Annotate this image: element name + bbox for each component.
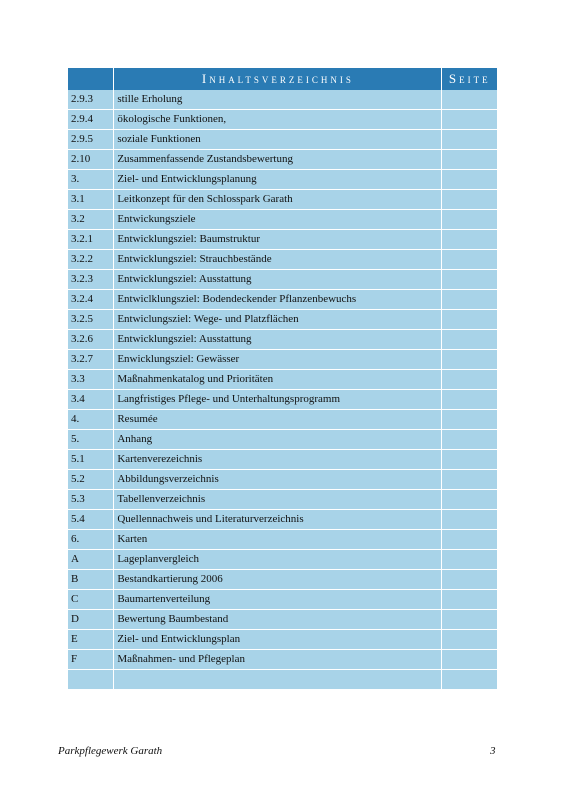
table-row bbox=[68, 450, 497, 470]
toc-entry-page bbox=[442, 210, 497, 230]
table-row bbox=[68, 370, 497, 390]
toc-entry-title: Abbildungsverzeichnis bbox=[114, 470, 442, 490]
toc-entry-title bbox=[114, 670, 442, 690]
toc-entry-number: 5.1 bbox=[68, 450, 114, 470]
toc-entry-page bbox=[442, 290, 497, 310]
toc-entry-number: 2.9.5 bbox=[68, 130, 114, 150]
toc-entry-number: B bbox=[68, 570, 114, 590]
toc-table bbox=[68, 68, 497, 690]
toc-body bbox=[68, 90, 497, 690]
toc-entry-number bbox=[68, 670, 114, 690]
table-row bbox=[68, 410, 497, 430]
table-row bbox=[68, 250, 497, 270]
table-row bbox=[68, 290, 497, 310]
toc-entry-page bbox=[442, 110, 497, 130]
toc-entry-number: 6. bbox=[68, 530, 114, 550]
toc-entry-page bbox=[442, 390, 497, 410]
toc-entry-title: Entwicklungsziel: Strauchbestände bbox=[114, 250, 442, 270]
toc-entry-title: Tabellenverzeichnis bbox=[114, 490, 442, 510]
toc-entry-page bbox=[442, 530, 497, 550]
header-number-cell bbox=[68, 68, 114, 90]
footer-document-title: Parkpflegewerk Garath bbox=[58, 745, 163, 757]
toc-entry-number: E bbox=[68, 630, 114, 650]
toc-entry-title: Ziel- und Entwicklungsplan bbox=[114, 630, 442, 650]
toc-entry-title: Entwicklungsziel: Baumstruktur bbox=[114, 230, 442, 250]
toc-entry-title: Baumartenverteilung bbox=[114, 590, 442, 610]
table-row bbox=[68, 390, 497, 410]
table-row bbox=[68, 570, 497, 590]
toc-entry-page bbox=[442, 510, 497, 530]
toc-entry-page bbox=[442, 450, 497, 470]
toc-entry-page bbox=[442, 250, 497, 270]
toc-entry-page bbox=[442, 490, 497, 510]
table-row bbox=[68, 150, 497, 170]
toc-entry-number: 3.2.4 bbox=[68, 290, 114, 310]
toc-entry-title: Entwiclungsziel: Wege- und Platzflächen bbox=[114, 310, 442, 330]
toc-entry-title: Maßnahmenkatalog und Prioritäten bbox=[114, 370, 442, 390]
toc-entry-number: 2.9.3 bbox=[68, 90, 114, 110]
toc-entry-page bbox=[442, 410, 497, 430]
toc-entry-number: 5. bbox=[68, 430, 114, 450]
toc-entry-page bbox=[442, 90, 497, 110]
toc-entry-title: Ziel- und Entwicklungsplanung bbox=[114, 170, 442, 190]
toc-entry-number: A bbox=[68, 550, 114, 570]
toc-entry-page bbox=[442, 170, 497, 190]
toc-entry-title: Karten bbox=[114, 530, 442, 550]
toc-entry-title: Langfristiges Pflege- und Unterhaltungsprogramm bbox=[114, 390, 442, 410]
toc-entry-page bbox=[442, 130, 497, 150]
toc-entry-page bbox=[442, 610, 497, 630]
toc-entry-title: Bewertung Baumbestand bbox=[114, 610, 442, 630]
toc-entry-number: 3.2.5 bbox=[68, 310, 114, 330]
toc-entry-page bbox=[442, 650, 497, 670]
toc-entry-title: Kartenverezeichnis bbox=[114, 450, 442, 470]
toc-entry-number: 5.3 bbox=[68, 490, 114, 510]
toc-entry-number: 3.2 bbox=[68, 210, 114, 230]
table-row bbox=[68, 310, 497, 330]
toc-entry-number: F bbox=[68, 650, 114, 670]
table-row bbox=[68, 470, 497, 490]
toc-entry-number: 3.2.1 bbox=[68, 230, 114, 250]
table-row bbox=[68, 670, 497, 690]
toc-entry-page bbox=[442, 570, 497, 590]
toc-header-row bbox=[68, 68, 497, 90]
toc-entry-title: stille Erholung bbox=[114, 90, 442, 110]
toc-entry-number: C bbox=[68, 590, 114, 610]
toc-entry-number: 3.2.3 bbox=[68, 270, 114, 290]
toc-entry-page bbox=[442, 150, 497, 170]
toc-entry-title: Leitkonzept für den Schlosspark Garath bbox=[114, 190, 442, 210]
toc-entry-number: 3.4 bbox=[68, 390, 114, 410]
table-row bbox=[68, 270, 497, 290]
table-row bbox=[68, 630, 497, 650]
toc-entry-page bbox=[442, 270, 497, 290]
table-row bbox=[68, 550, 497, 570]
toc-entry-number: 3.2.2 bbox=[68, 250, 114, 270]
toc-entry-number: 5.4 bbox=[68, 510, 114, 530]
toc-entry-page bbox=[442, 550, 497, 570]
table-row bbox=[68, 90, 497, 110]
toc-entry-page bbox=[442, 230, 497, 250]
table-row bbox=[68, 590, 497, 610]
table-row bbox=[68, 490, 497, 510]
toc-entry-title: Entwickungsziele bbox=[114, 210, 442, 230]
table-row bbox=[68, 650, 497, 670]
table-row bbox=[68, 110, 497, 130]
header-title-cell: Inhaltsverzeichnis bbox=[114, 68, 442, 90]
toc-entry-page bbox=[442, 310, 497, 330]
toc-entry-title: Lageplanvergleich bbox=[114, 550, 442, 570]
toc-entry-title: Bestandkartierung 2006 bbox=[114, 570, 442, 590]
table-row bbox=[68, 610, 497, 630]
toc-entry-title: Entwiclklungsziel: Bodendeckender Pflanzenbewuchs bbox=[114, 290, 442, 310]
toc-entry-number: 3.1 bbox=[68, 190, 114, 210]
toc-entry-number: 3.2.6 bbox=[68, 330, 114, 350]
toc-entry-title: Anhang bbox=[114, 430, 442, 450]
footer-page-number: 3 bbox=[490, 745, 496, 757]
toc-entry-number: 5.2 bbox=[68, 470, 114, 490]
toc-entry-page bbox=[442, 330, 497, 350]
table-row bbox=[68, 230, 497, 250]
table-row bbox=[68, 530, 497, 550]
table-row bbox=[68, 430, 497, 450]
toc-entry-page bbox=[442, 470, 497, 490]
table-row bbox=[68, 330, 497, 350]
toc-entry-title: Maßnahmen- und Pflegeplan bbox=[114, 650, 442, 670]
toc-entry-number: 4. bbox=[68, 410, 114, 430]
table-row bbox=[68, 170, 497, 190]
table-row bbox=[68, 210, 497, 230]
toc-entry-number: 3. bbox=[68, 170, 114, 190]
toc-entry-title: Enwicklungsziel: Gewässer bbox=[114, 350, 442, 370]
toc-entry-title: ökologische Funktionen, bbox=[114, 110, 442, 130]
toc-entry-title: Entwicklungsziel: Ausstattung bbox=[114, 330, 442, 350]
table-row bbox=[68, 510, 497, 530]
table-row bbox=[68, 350, 497, 370]
toc-entry-page bbox=[442, 370, 497, 390]
toc-entry-page bbox=[442, 590, 497, 610]
toc-entry-title: soziale Funktionen bbox=[114, 130, 442, 150]
toc-entry-page bbox=[442, 350, 497, 370]
toc-entry-title: Entwicklungsziel: Ausstattung bbox=[114, 270, 442, 290]
toc-entry-page bbox=[442, 430, 497, 450]
toc-entry-title: Quellennachweis und Literaturverzeichnis bbox=[114, 510, 442, 530]
table-row bbox=[68, 130, 497, 150]
toc-entry-number: D bbox=[68, 610, 114, 630]
toc-entry-page bbox=[442, 190, 497, 210]
table-row bbox=[68, 190, 497, 210]
toc-entry-number: 3.2.7 bbox=[68, 350, 114, 370]
header-page-cell: Seite bbox=[442, 68, 497, 90]
toc-entry-number: 2.10 bbox=[68, 150, 114, 170]
toc-entry-page bbox=[442, 630, 497, 650]
toc-entry-number: 2.9.4 bbox=[68, 110, 114, 130]
toc-entry-page bbox=[442, 670, 497, 690]
toc-entry-title: Resumée bbox=[114, 410, 442, 430]
toc-entry-number: 3.3 bbox=[68, 370, 114, 390]
toc-entry-title: Zusammenfassende Zustandsbewertung bbox=[114, 150, 442, 170]
